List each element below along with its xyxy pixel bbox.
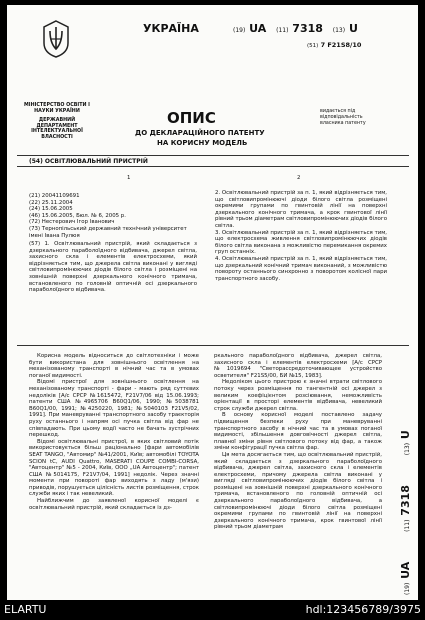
ipc-code: 7 F21S8/10	[320, 41, 362, 49]
body-left-p1: Корисна модель відноситься до світлотехніки і може бути використана для зовнішнього освітлення на механізованому транспорті в нічний час та в умовах поганої видимості.	[29, 353, 199, 379]
vertical-patent-number	[399, 275, 415, 595]
biblio-22: (22) 25.11.2004	[29, 199, 73, 206]
vertical-code-13: (13)	[404, 442, 411, 456]
country-name: УКРАЇНА	[143, 22, 199, 35]
claim-3: 3. Освітлювальний пристрій за п. 1, який відрізняється тим, що електросхема живлення світловипромінюючих діодів білого світла виконана з можливістю перемикання окремих груп останніх.	[215, 229, 387, 256]
claim-4: 4. Освітлювальний пристрій за п. 1, який відрізняється тим, що дзеркальний конічний тримач виконаний, з можливістю повороту останнього синхронно з поворотом колісної пари транспортного засобу.	[215, 255, 387, 282]
responsibility-note: видається під відповідальність власника патенту	[320, 109, 366, 126]
body-left-p4: Найближчим до заявленої корисної моделі є освітлювальний пристрій, який складається із дз-	[29, 498, 199, 511]
body-left-p3: Відомі освітлювальні пристрої, в яких світловий потік використовується більш раціонально [фари автомобілів SEAT TANGO, "Автомир" №41/2001, Київ; автомобілі TOYOTA SCION tC, AUDI Quattro, MASERATI COUPE COMBI-CORSA, "Автоцентр" №5 - 2004, Київ, ООО „UA Автоцентр"; патент США №5014175, F21V7/04, 1991] недолік. Через значні моменти при повороті фар виходять з ладу (м'язи) приводів, порушується цілісність листів розміщення, строк служби яких і так невеликий.	[29, 438, 199, 498]
vertical-country: UA	[399, 561, 412, 579]
department-name: ДЕРЖАВНИЙ ДЕПАРТАМЕНТ ІНТЕЛЕКТУАЛЬНОЇ ВЛАСНОСТІ	[31, 118, 83, 140]
biblio-block	[29, 193, 197, 239]
title-divider	[17, 155, 409, 156]
vertical-kind: U	[399, 430, 412, 440]
biblio-72: (72) Нестерович Ігор Іванович	[29, 219, 115, 226]
invention-divider	[17, 166, 409, 167]
code-19: (19)	[233, 27, 246, 34]
claims-divider	[17, 345, 409, 346]
body-right-p4: Ця мета досягається тим, що освітлювальний пристрій, який складається з дзеркального параболоїдного відбивача, джерел світла, захисного скла і елементів електросхеми, причому джерела світла виконані у вигляді світловипромінюючих діодів білого світла і розміщені на зовнішній поверхні дзеркального конічного тримача, встановленого по головній оптичній осі дзеркального параболоїдного відбивача, а світловипромінюючі діоди білого світла розміщені окремими групами по гвинтовій лінії на поверхні дзеркального конічного тримача, крок гвинтової лінії рівний трьом діаметрам	[214, 451, 382, 531]
claim-2: 2. Освітлювальний пристрій за п. 1, який відрізняється тим, що світловипромінюючі діоди білого світла розміщені окремими групами по гвинтовій лінії на поверхні дзеркального конічного тримача, а крок гвинтової лінії рівний трьом діаметрам світловипромінюючих діодів білого світла.	[215, 190, 387, 229]
body-right-p1: ркального параболоїдного відбивача, джерел світла, захисного скла і елементів електросхеми [А/с СРСР №1019694 "Светорассредоточивающее устройство осветителя" F21S5/00, БИ №15, 1983].	[214, 353, 382, 379]
body-right-p2: Недоліком цього пристрою є значні втрати світлового потоку через розміщення по тангентній осі джерел з великим коефіцієнтом розсіювання, неможливість орієнтації в просторі елементів відбивача, невеликий строк служби джерел світла.	[214, 379, 382, 412]
claim-1: (57) 1. Освітлювальний пристрій, який складається з дзеркального параболоїдного відбивача, джерел світла, захисного скла і елементів електросхеми, який відрізняється тим, що джерела світла виконані у вигляді світловипромінюючих діодів білого світла і розміщені на зовнішній поверхні дзеркального конічного тримача, встановленого по головній оптичній осі дзеркального параболоїдного відбивача.	[29, 241, 197, 294]
state-emblem-icon	[41, 19, 71, 59]
document-page	[7, 5, 418, 600]
column-number-1: 1	[127, 175, 131, 181]
vertical-patent-line	[399, 430, 412, 595]
vertical-code-19: (19)	[404, 582, 411, 595]
biblio-21: (21) 20041109691	[29, 193, 80, 199]
scan-footer	[0, 600, 425, 620]
doc-subtitle-1: ДО ДЕКЛАРАЦІЙНОГО ПАТЕНТУ	[135, 129, 265, 137]
vertical-code-11: (11)	[404, 519, 411, 532]
invention-title: (54) ОСВІТЛЮВАЛЬНИЙ ПРИСТРІЙ	[29, 158, 148, 165]
claims-right	[215, 190, 387, 282]
country-code: UA	[249, 22, 267, 35]
body-right-p3: В основу корисної моделі поставлено задачу підвищення безпеки руху при маневруванні транспортного засобу в нічний час та в умовах поганої видимості, збільшення довговічності джерел світла, плавної зміни рівня світлового потоку від фар, а також зміни конфігурації пучка світла фар.	[214, 412, 382, 452]
ipc-line	[307, 41, 361, 49]
footer-handle: hdl:123456789/3975	[305, 603, 421, 616]
patent-header-line	[233, 22, 358, 35]
body-left	[29, 353, 199, 511]
body-left-p2: Відомі пристрої для зовнішнього освітлення на механізованому транспорті - фари - мають ряд суттєвих недоліків [А/с СРСР №1615472, F21V7/06 від 15.06.1993; патенти США №4965706 В60Q1/06, 1990; №5038781 B60Q1/00, 1991; №4250220, 1981; №5040103 F21V5/02, 1991]. При маневруванні транспортного засобу траєкторія руху останнього і напрям осі пучка світла від фар не співпадають. При цьому водії часто не бачать зустрічних перешкод.	[29, 379, 199, 439]
kind-code: U	[348, 22, 358, 35]
column-number-2: 2	[297, 175, 301, 181]
code-11: (11)	[276, 27, 289, 34]
doc-subtitle-2: НА КОРИСНУ МОДЕЛЬ	[157, 139, 248, 147]
code-51: (51)	[307, 43, 319, 49]
biblio-46: (46) 15.06.2005, Бюл. № 6, 2005 р.	[29, 212, 126, 219]
vertical-number: 7318	[399, 485, 412, 516]
body-right	[214, 353, 382, 531]
biblio-73: (73) Тернопільський державний технічний університет імені Івана Пулюя	[29, 225, 187, 239]
footer-source: ELARTU	[4, 603, 47, 616]
ministry-name: МІНІСТЕРСТВО ОСВІТИ І НАУКИ УКРАЇНИ	[24, 103, 90, 114]
biblio-24: (24) 15.06.2005	[29, 206, 73, 213]
code-13: (13)	[332, 27, 346, 34]
doc-title: ОПИС	[167, 109, 216, 127]
patent-number: 7318	[292, 22, 323, 35]
